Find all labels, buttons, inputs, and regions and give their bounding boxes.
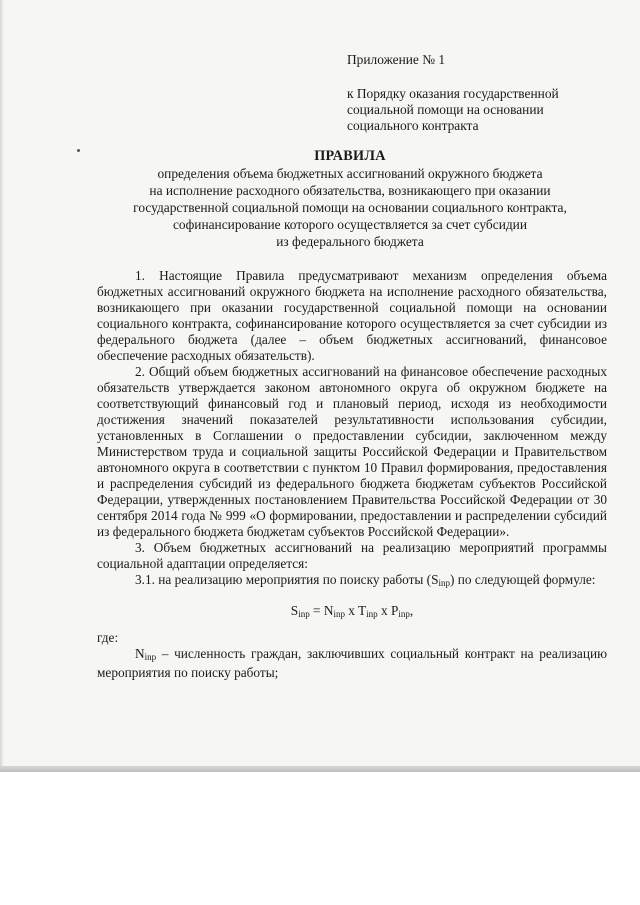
text-run: – численность граждан, заключивших социальный контракт на реализацию мероприятия по поиску работы; <box>97 646 607 680</box>
document-title: ПРАВИЛА <box>314 148 386 164</box>
paragraph-2: 2. Общий объем бюджетных ассигнований на финансовое обеспечение расходных обязательств утверждается законом автономного округа об окружном бюджете на соответствующий финансовый год и плановый период, исходя из необходимости достижения значений показателей результативности использования субсидии, установленных в Соглашении о предоставлении субсидии, заключенном между Министерством труда и социальной защиты Российской Федерации и Правительством автономного округа в соответствии с пунктом 10 Правил формирования, предоставления и распределения субсидий из федерального бюджета бюджетам субъектов Российской Федерации, утвержденных постановлением Правительства Российской Федерации от 30 сентября 2014 года № 999 «О формировании, предоставлении и распределении субсидий из федерального бюджета бюджетам субъектов Российской Федерации». <box>97 364 607 539</box>
appendix-line: социального контракта <box>347 118 479 133</box>
document-body <box>97 268 607 681</box>
appendix-block <box>347 52 617 134</box>
text-run: 3.1. на реализацию мероприятия по поиску работы (S <box>135 572 439 587</box>
paragraph-3: 3. Объем бюджетных ассигнований на реализацию мероприятий программы социальной адаптации определяется: <box>97 540 607 571</box>
subscript: inp <box>144 652 157 662</box>
subtitle-line: на исполнение расходного обязательства, возникающего при оказании <box>149 183 551 198</box>
text-run: ) по следующей формуле: <box>450 572 596 587</box>
subtitle-line: софинансирование которого осуществляется за счет субсидии <box>172 217 528 232</box>
formula <box>97 603 607 622</box>
subtitle-line: из федерального бюджета <box>276 234 424 249</box>
blank-area <box>0 772 640 905</box>
subscript: inp <box>298 609 310 619</box>
appendix-line: социальной помощи на основании <box>347 102 544 117</box>
definition-n <box>97 646 607 681</box>
paragraph-3-1 <box>97 572 607 591</box>
appendix-line: к Порядку оказания государственной <box>347 86 559 101</box>
document-heading <box>80 148 620 250</box>
formula-symbol: , <box>409 603 414 618</box>
formula-symbol: S <box>290 603 299 618</box>
appendix-title: Приложение № 1 <box>347 52 446 67</box>
paragraph-1: 1. Настоящие Правила предусматривают механизм определения объема бюджетных ассигнований окружного бюджета на исполнение расходного обязательства, возникающего при оказании государственной социальной помощи на основании социального контракта, софинансирование которого осуществляется за счет субсидии из федерального бюджета (далее – объем бюджетных ассигнований, финансовое обеспечение расходных обязательств). <box>97 268 607 363</box>
subscript: inp <box>438 578 451 588</box>
subscript: inp <box>366 609 378 619</box>
subscript: inp <box>333 609 345 619</box>
formula-symbol: N <box>135 646 145 661</box>
subtitle-line: определения объема бюджетных ассигнований окружного бюджета <box>157 166 543 181</box>
scan-shadow <box>0 0 4 770</box>
formula-symbol: x T <box>344 603 367 618</box>
formula-symbol: = N <box>309 603 334 618</box>
where-label: где: <box>97 630 119 645</box>
formula-symbol: x P <box>377 603 399 618</box>
subtitle-line: государственной социальной помощи на основании социального контракта, <box>133 200 567 215</box>
subscript: inp <box>398 609 410 619</box>
